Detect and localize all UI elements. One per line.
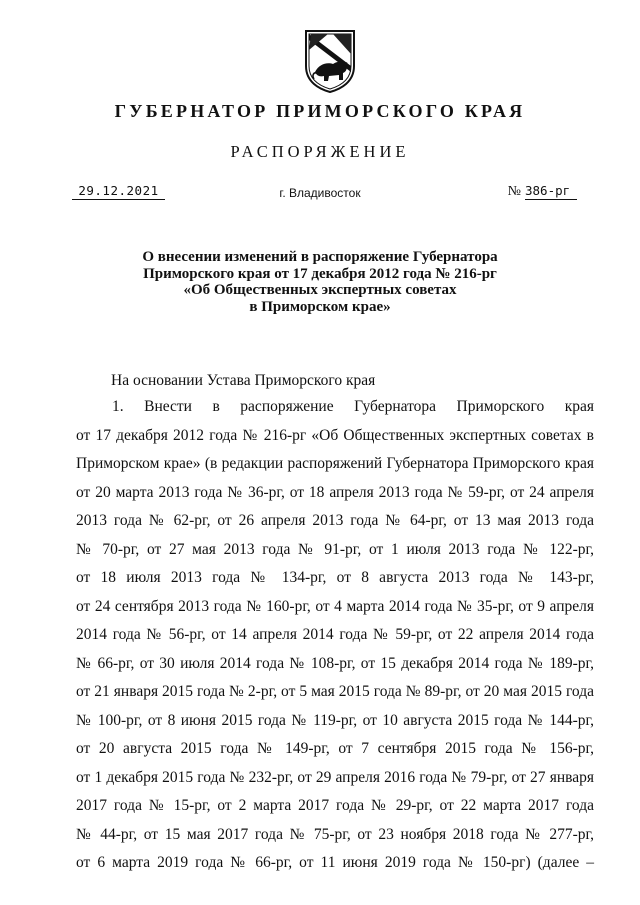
- body-line: 2014 года № 56-рг, от 14 апреля 2014 года № 59-рг, от 22 апреля 2014 года: [76, 626, 594, 643]
- body-line: 1. Внести в распоряжение Губернатора Приморского края: [112, 398, 594, 415]
- title-line: в Приморском крае»: [249, 298, 391, 315]
- body-line: 2013 года № 62-рг, от 26 апреля 2013 года № 64-рг, от 13 мая 2013 года: [76, 512, 594, 529]
- body-line: Приморском крае» (в редакции распоряжений Губернатора Приморского края: [76, 455, 594, 472]
- body-line: № 66-рг, от 30 июля 2014 года № 108-рг, от 15 декабря 2014 года № 189-рг,: [76, 654, 594, 672]
- document-city: г. Владивосток: [279, 186, 361, 200]
- document-date: 29.12.2021: [72, 183, 165, 200]
- body-line: от 21 января 2015 года № 2-рг, от 5 мая 2015 года № 89-рг, от 20 мая 2015 года: [76, 683, 594, 700]
- body-line: № 44-рг, от 15 мая 2017 года № 75-рг, от 23 ноября 2018 года № 277-рг,: [76, 825, 594, 843]
- body-line: от 18 июля 2013 года № 134-рг, от 8 августа 2013 года № 143-рг,: [76, 569, 594, 586]
- document-title: [0, 249, 640, 315]
- body-line: от 6 марта 2019 года № 66-рг, от 11 июня 2019 года № 150-рг) (далее –: [76, 854, 594, 871]
- document-type-heading: РАСПОРЯЖЕНИЕ: [230, 142, 410, 161]
- body-line: от 1 декабря 2015 года № 232-рг, от 29 апреля 2016 года № 79-рг, от 27 января: [76, 768, 594, 786]
- body-line: № 100-рг, от 8 июня 2015 года № 119-рг, от 10 августа 2015 года № 144-рг,: [76, 711, 594, 729]
- title-line: Приморского края от 17 декабря 2012 года № 216-рг: [143, 265, 497, 282]
- title-line: О внесении изменений в распоряжение Губернатора: [142, 249, 498, 265]
- body-line: от 20 марта 2013 года № 36-рг, от 18 апреля 2013 года № 59-рг, от 24 апреля: [76, 483, 594, 501]
- body-line: от 20 августа 2015 года № 149-рг, от 7 сентября 2015 года № 156-рг,: [76, 740, 594, 757]
- body-line: от 24 сентября 2013 года № 160-рг, от 4 марта 2014 года № 35-рг, от 9 апреля: [76, 597, 594, 615]
- body-line: от 17 декабря 2012 года № 216-рг «Об Общественных экспертных советах в: [76, 426, 594, 444]
- body-line: № 70-рг, от 27 мая 2013 года № 91-рг, от 1 июля 2013 года № 122-рг,: [76, 540, 594, 558]
- issuer-heading: ГУБЕРНАТОР ПРИМОРСКОГО КРАЯ: [114, 101, 526, 121]
- document-number: [508, 183, 577, 200]
- number-sign: №: [507, 184, 521, 199]
- coat-of-arms-icon: [303, 28, 357, 94]
- title-line: «Об Общественных экспертных советах: [183, 282, 457, 298]
- number-value: 386-рг: [525, 183, 577, 200]
- body-text: [76, 393, 594, 878]
- body-line: 2017 года № 15-рг, от 2 марта 2017 года № 29-рг, от 22 марта 2017 года: [76, 797, 594, 814]
- preamble: На основании Устава Приморского края: [111, 372, 376, 389]
